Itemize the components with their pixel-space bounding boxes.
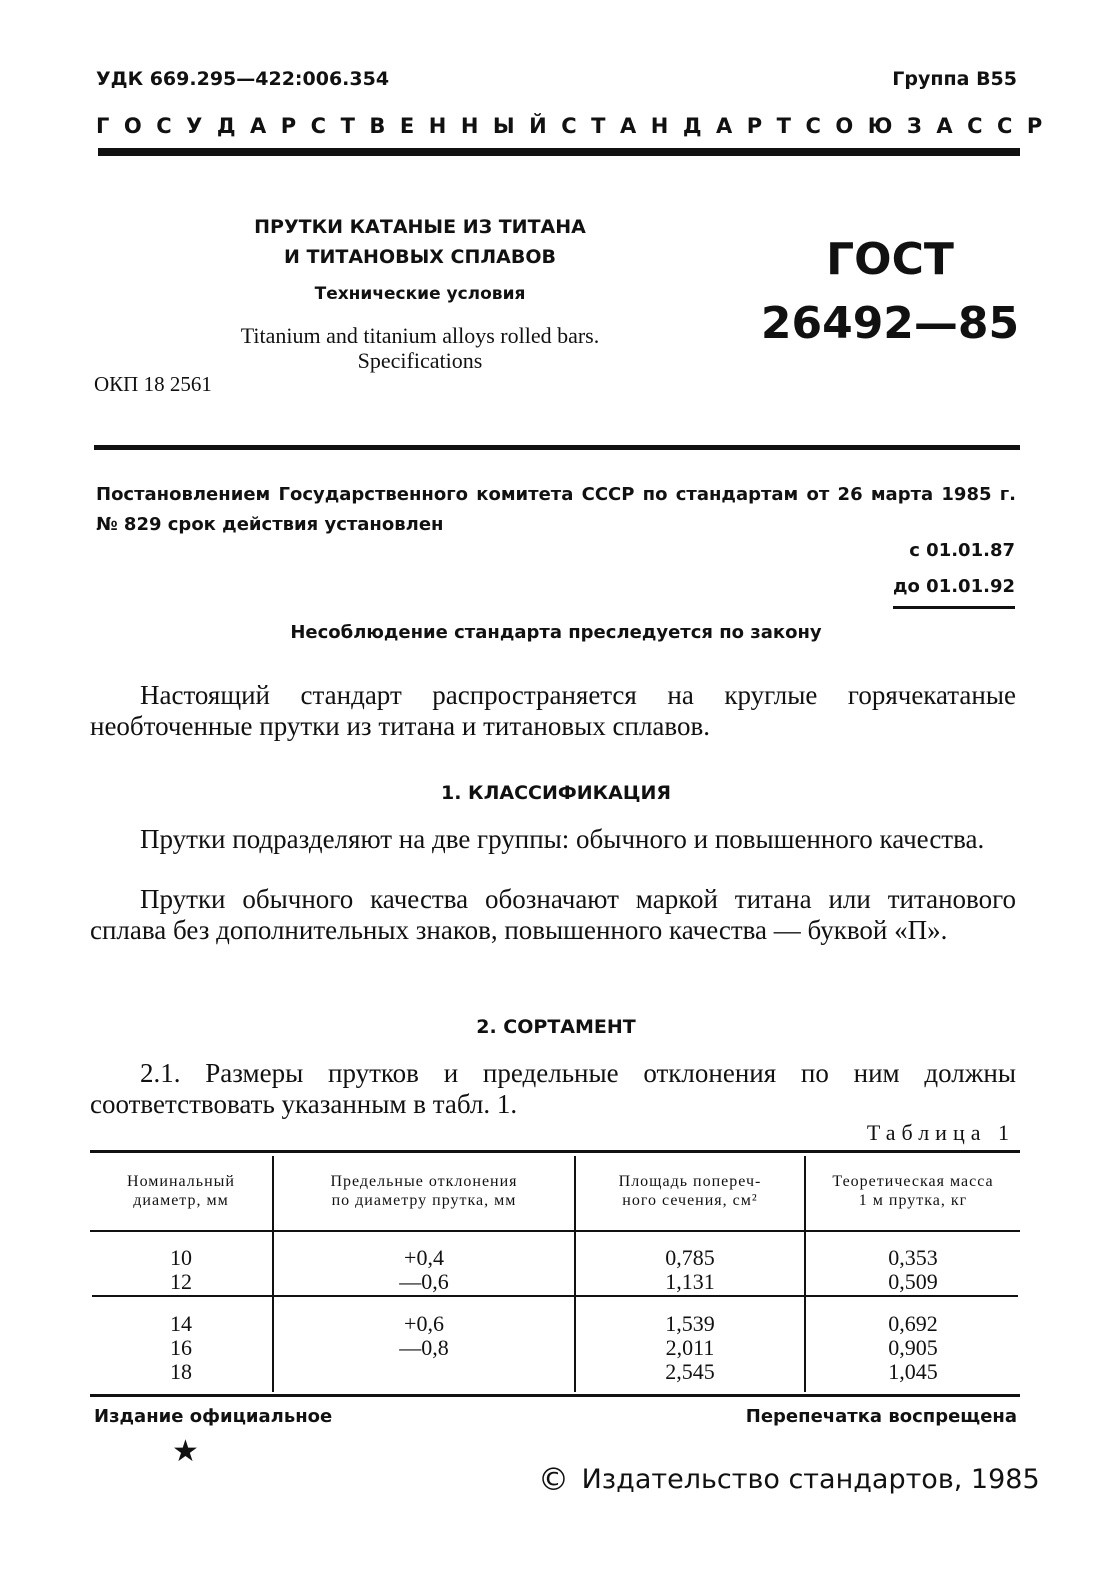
effective-from-date: с 01.01.87 (909, 540, 1015, 561)
table-value: 10 (170, 1245, 192, 1270)
gost-number: 26492—85 (760, 298, 1020, 349)
date-rule (893, 606, 1015, 609)
english-title-line: Specifications (357, 348, 483, 373)
table-value: +0,4 (404, 1245, 444, 1270)
table-value: 2,011 (665, 1335, 715, 1360)
mass-cell (806, 1312, 1020, 1384)
table-value: 0,905 (888, 1335, 938, 1360)
header-rule (98, 148, 1020, 156)
table-value: 16 (170, 1335, 192, 1360)
okp-code: ОКП 18 2561 (94, 372, 212, 396)
table-value: +0,6 (404, 1311, 444, 1336)
table-value: 12 (170, 1269, 192, 1294)
table-value: —0,8 (399, 1335, 449, 1360)
table-value: 0,692 (888, 1311, 938, 1336)
diameter-cell (90, 1312, 272, 1384)
banner-word: ГОСУДАРСТВЕННЫЙ (96, 114, 562, 138)
section-heading-assortment: 2. СОРТАМЕНТ (476, 1016, 636, 1038)
english-title-line: Titanium and titanium alloys rolled bars. (240, 323, 600, 348)
table-value: —0,6 (399, 1269, 449, 1294)
deviation-cell (274, 1312, 574, 1360)
title-line: ПРУТКИ КАТАНЫЕ ИЗ ТИТАНА (254, 216, 586, 238)
table-top-rule (90, 1150, 1020, 1153)
header-line: Предельные отклонения (330, 1173, 518, 1190)
table-value: 0,509 (888, 1269, 938, 1294)
decree-text: Постановлением Государственного комитета СССР по стандартам от 26 марта 1985 г. № 829 срок действия установлен (96, 484, 1016, 535)
document-subtitle: Технические условия (314, 284, 526, 304)
banner-word: СТАНДАРТ (561, 114, 806, 138)
header-line: Номинальный (127, 1173, 235, 1190)
table-header-area (576, 1172, 804, 1210)
table-value: 1,045 (888, 1359, 938, 1384)
header-line: Теоретическая масса (832, 1173, 994, 1190)
table-caption: Таблица 1 (866, 1120, 1015, 1145)
group-code: Группа В55 (892, 68, 1017, 90)
table-header-mass (806, 1172, 1020, 1210)
table-header-diameter (90, 1172, 272, 1210)
classification-paragraph: Прутки подразделяют на две группы: обычного и повышенного качества. (140, 824, 985, 854)
table-value: 14 (170, 1311, 192, 1336)
state-standard-banner (96, 114, 1057, 138)
table-value: 0,353 (888, 1245, 938, 1270)
table-value: 1,131 (665, 1269, 715, 1294)
law-notice: Несоблюдение стандарта преследуется по закону (290, 622, 822, 643)
header-line: диаметр, мм (133, 1192, 229, 1209)
header-line: Площадь попереч- (618, 1173, 762, 1190)
document-title (140, 212, 700, 272)
deviation-cell (274, 1246, 574, 1294)
table-value: 0,785 (665, 1245, 715, 1270)
area-cell (576, 1312, 804, 1384)
mass-cell (806, 1246, 1020, 1294)
publisher-name: Издательство стандартов, 1985 (581, 1464, 1040, 1495)
header-line: ного сечения, см² (622, 1192, 758, 1209)
table-bottom-rule (90, 1394, 1020, 1397)
banner-word: СОЮЗА (805, 114, 968, 138)
table-value: 18 (170, 1359, 192, 1384)
reprint-note: Перепечатка воспрещена (745, 1406, 1017, 1427)
publisher-line (538, 1462, 1040, 1498)
assortment-paragraph: 2.1. Размеры прутков и предельные отклонения по ним должны соответствовать указанным в табл. 1. (90, 1058, 1016, 1119)
english-title (140, 323, 700, 373)
area-cell (576, 1246, 804, 1294)
table-header-deviation (274, 1172, 574, 1210)
classification-paragraph: Прутки обычного качества обозначают маркой титана или титанового сплава без дополнительных знаков, повышенного качества — буквой «П». (90, 884, 1016, 945)
edition-note: Издание официальное (94, 1406, 333, 1427)
udk-code: УДК 669.295—422:006.354 (96, 68, 390, 90)
diameter-cell (90, 1246, 272, 1294)
table-header-rule (90, 1230, 1020, 1232)
title-line: И ТИТАНОВЫХ СПЛАВОВ (284, 246, 556, 268)
section-rule (94, 445, 1020, 450)
star-icon: ★ (172, 1434, 199, 1469)
banner-word: ССР (967, 114, 1057, 138)
table-value: 2,545 (665, 1359, 715, 1384)
header-line: по диаметру прутка, мм (331, 1192, 517, 1209)
gost-label: ГОСТ (826, 234, 954, 285)
copyright-icon: © (538, 1462, 569, 1498)
effective-to-date: до 01.01.92 (893, 576, 1015, 597)
intro-paragraph: Настоящий стандарт распространяется на круглые горячекатаные необточенные прутки из титана и титановых сплавов. (90, 680, 1016, 741)
section-heading-classification: 1. КЛАССИФИКАЦИЯ (441, 782, 671, 804)
header-line: 1 м прутка, кг (858, 1192, 968, 1209)
table-group-rule (92, 1295, 1018, 1297)
table-value: 1,539 (665, 1311, 715, 1336)
